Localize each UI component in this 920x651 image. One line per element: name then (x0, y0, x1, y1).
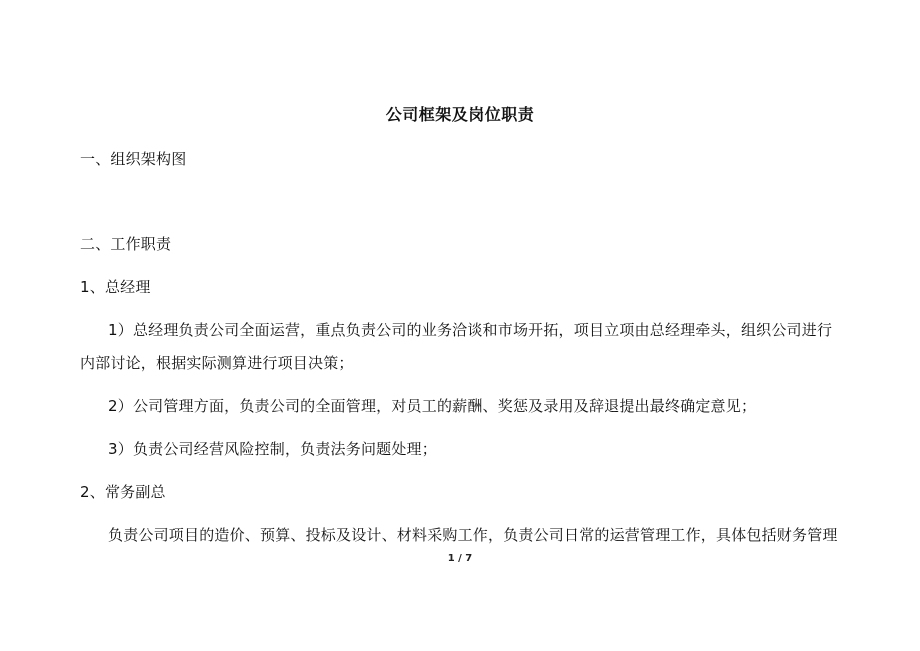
section-heading-org-chart: 一、组织架构图 (80, 150, 187, 168)
evp-duty-text: 负责公司项目的造价、预算、投标及设计、材料采购工作，负责公司日常的运营管理工作，具体包括财务管理 (108, 526, 838, 544)
page-number: 1 / 7 (447, 553, 473, 564)
gm-duty-3: 3）负责公司经营风险控制，负责法务问题处理； (108, 440, 437, 458)
gm-duty-1-line-2: 内部讨论，根据实际测算进行项目决策； (80, 354, 354, 372)
document-title: 公司框架及岗位职责 (385, 105, 535, 124)
role-heading-executive-vp: 2、常务副总 (80, 483, 166, 501)
gm-duty-2: 2）公司管理方面，负责公司的全面管理，对员工的薪酬、奖惩及录用及辞退提出最终确定意见； (108, 397, 757, 415)
role-heading-general-manager: 1、总经理 (80, 278, 151, 296)
gm-duty-1-line-1: 1）总经理负责公司全面运营，重点负责公司的业务洽谈和市场开拓，项目立项由总经理牵头，组织公司进行 (108, 321, 833, 339)
section-heading-responsibilities: 二、工作职责 (80, 235, 172, 253)
